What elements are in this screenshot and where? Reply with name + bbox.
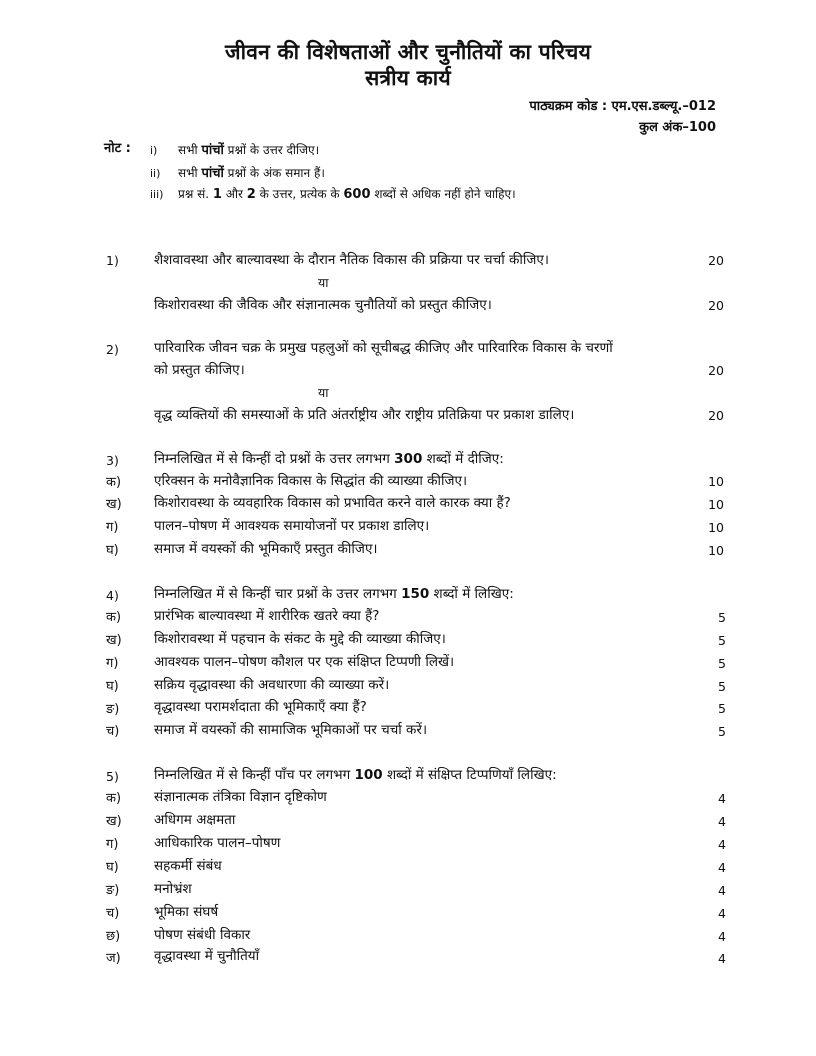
sub-question-marks: 4 bbox=[718, 929, 726, 944]
sub-question-label: च) bbox=[106, 724, 120, 739]
question-intro-text: शब्दों में संक्षिप्त टिप्पणियाँ लिखिए: bbox=[382, 767, 557, 783]
note-item-bold: 2 bbox=[246, 187, 256, 202]
sub-question-label: ङ) bbox=[106, 702, 120, 717]
question-number: 4) bbox=[106, 588, 119, 603]
sub-question-marks: 5 bbox=[718, 679, 726, 694]
sub-question-text: पालन–पोषण में आवश्यक समायोजनों पर प्रकाश डालिए। bbox=[154, 518, 430, 534]
note-item-bold: पांचों bbox=[201, 143, 224, 158]
question-intro-text: शब्दों में लिखिए: bbox=[429, 586, 514, 602]
question-number: 2) bbox=[106, 342, 119, 357]
sub-question-marks: 4 bbox=[718, 951, 726, 966]
sub-question-label: छ) bbox=[106, 929, 121, 944]
question-text: वृद्ध व्यक्तियों की समस्याओं के प्रति अंतर्राष्ट्रीय और राष्ट्रीय प्रतिक्रिया पर प्रकाश डालिए। bbox=[154, 407, 575, 423]
note-item bbox=[150, 140, 319, 158]
sub-question-text: संज्ञानात्मक तंत्रिका विज्ञान दृष्टिकोण bbox=[154, 789, 327, 805]
sub-question-text: प्रारंभिक बाल्यावस्था में शारीरिक खतरे क्या हैं? bbox=[154, 608, 380, 624]
note-item-number: iii) bbox=[150, 188, 164, 201]
sub-question-text: समाज में वयस्कों की सामाजिक भूमिकाओं पर चर्चा करें। bbox=[154, 722, 428, 738]
sub-question-marks: 10 bbox=[708, 474, 724, 489]
word-count: 100 bbox=[354, 767, 383, 783]
note-item-number: i) bbox=[150, 144, 158, 157]
question-text: को प्रस्तुत कीजिए। bbox=[154, 362, 245, 378]
sub-question-label: घ) bbox=[106, 543, 119, 558]
question-intro-text: निम्नलिखित में से किन्हीं दो प्रश्नों के उत्तर लगभग bbox=[154, 451, 395, 467]
question-number: 5) bbox=[106, 769, 119, 784]
sub-question-label: क) bbox=[106, 475, 122, 490]
sub-question-label: घ) bbox=[106, 679, 119, 694]
sub-question-marks: 5 bbox=[718, 701, 726, 716]
note-item bbox=[150, 163, 325, 181]
sub-question-marks: 4 bbox=[718, 814, 726, 829]
sub-question-marks: 4 bbox=[718, 860, 726, 875]
total-marks: कुल अंक–100 bbox=[639, 120, 716, 135]
sub-question-text: मनोभ्रंश bbox=[154, 881, 192, 897]
sub-question-text: पोषण संबंधी विकार bbox=[154, 927, 251, 943]
question-intro bbox=[154, 449, 504, 467]
question-marks: 20 bbox=[708, 253, 724, 268]
question-text: शैशवावस्था और बाल्यावस्था के दौरान नैतिक विकास की प्रक्रिया पर चर्चा कीजिए। bbox=[154, 252, 549, 268]
sub-question-text: सहकर्मी संबंध bbox=[154, 858, 222, 874]
sub-question-text: सक्रिय वृद्धावस्था की अवधारणा की व्याख्या करें। bbox=[154, 677, 390, 693]
question-intro-text: निम्नलिखित में से किन्हीं चार प्रश्नों के उत्तर लगभग bbox=[154, 586, 402, 602]
sub-question-marks: 4 bbox=[718, 906, 726, 921]
note-item-bold: 600 bbox=[343, 187, 371, 202]
question-text: किशोरावस्था की जैविक और संज्ञानात्मक चुनौतियों को प्रस्तुत कीजिए। bbox=[154, 297, 492, 313]
note-item-text: सभी bbox=[178, 143, 202, 157]
note-item-bold: पांचों bbox=[201, 166, 224, 181]
question-number: 1) bbox=[106, 253, 119, 268]
note-item-text: प्रश्नों के अंक समान हैं। bbox=[223, 166, 325, 180]
sub-question-text: समाज में वयस्कों की भूमिकाएँ प्रस्तुत कीजिए। bbox=[154, 541, 378, 557]
sub-question-label: ज) bbox=[106, 951, 121, 966]
sub-question-text: किशोरावस्था के व्यवहारिक विकास को प्रभावित करने वाले कारक क्या हैं? bbox=[154, 495, 511, 511]
sub-question-marks: 10 bbox=[708, 497, 724, 512]
question-number: 3) bbox=[106, 453, 119, 468]
sub-question-label: क) bbox=[106, 791, 122, 806]
sub-question-text: भूमिका संघर्ष bbox=[154, 904, 219, 920]
note-item-text: सभी bbox=[178, 166, 202, 180]
question-intro bbox=[154, 765, 557, 783]
sub-question-marks: 4 bbox=[718, 791, 726, 806]
sub-question-marks: 4 bbox=[718, 837, 726, 852]
note-item-text: और bbox=[221, 187, 247, 201]
word-count: 150 bbox=[401, 586, 430, 602]
question-intro-text: शब्दों में दीजिए: bbox=[422, 451, 504, 467]
word-count: 300 bbox=[394, 451, 423, 467]
sub-question-label: घ) bbox=[106, 860, 119, 875]
sub-question-label: ख) bbox=[106, 497, 122, 512]
sub-question-label: ग) bbox=[106, 837, 119, 852]
or-separator: या bbox=[318, 275, 329, 290]
note-item-text: प्रश्न सं. bbox=[178, 187, 213, 201]
sub-question-label: ङ) bbox=[106, 883, 120, 898]
sub-question-label: च) bbox=[106, 906, 120, 921]
sub-question-marks: 5 bbox=[718, 610, 726, 625]
question-marks: 20 bbox=[708, 298, 724, 313]
sub-question-label: ग) bbox=[106, 520, 119, 535]
sub-question-label: ख) bbox=[106, 814, 122, 829]
sub-question-text: अधिगम अक्षमता bbox=[154, 812, 236, 828]
page-subtitle: सत्रीय कार्य bbox=[365, 66, 451, 90]
page-title: जीवन की विशेषताओं और चुनौतियों का परिचय bbox=[225, 40, 591, 64]
sub-question-marks: 5 bbox=[718, 724, 726, 739]
note-item-bold: 1 bbox=[212, 187, 222, 202]
note-item-number: ii) bbox=[150, 167, 161, 180]
sub-question-label: क) bbox=[106, 610, 122, 625]
or-separator: या bbox=[318, 385, 329, 400]
sub-question-marks: 5 bbox=[718, 633, 726, 648]
sub-question-text: वृद्धावस्था में चुनौतियाँ bbox=[154, 948, 260, 964]
sub-question-text: आधिकारिक पालन–पोषण bbox=[154, 835, 281, 851]
sub-question-marks: 10 bbox=[708, 520, 724, 535]
sub-question-marks: 4 bbox=[718, 883, 726, 898]
note-item-text: के उत्तर, प्रत्येक के bbox=[255, 187, 344, 201]
sub-question-marks: 5 bbox=[718, 656, 726, 671]
question-intro bbox=[154, 584, 514, 602]
sub-question-text: वृद्धावस्था परामर्शदाता की भूमिकाएँ क्या हैं? bbox=[154, 699, 367, 715]
note-item-text: प्रश्नों के उत्तर दीजिए। bbox=[223, 143, 320, 157]
course-code: पाठ्यक्रम कोड : एम.एस.डब्ल्यू.–012 bbox=[529, 99, 716, 114]
note-item bbox=[150, 185, 516, 202]
note-item-text: शब्दों से अधिक नहीं होने चाहिए। bbox=[370, 187, 516, 201]
question-intro-text: निम्नलिखित में से किन्हीं पाँच पर लगभग bbox=[154, 767, 355, 783]
sub-question-label: ख) bbox=[106, 633, 122, 648]
question-marks: 20 bbox=[708, 408, 724, 423]
sub-question-label: ग) bbox=[106, 656, 119, 671]
question-text: पारिवारिक जीवन चक्र के प्रमुख पहलुओं को सूचीबद्ध कीजिए और पारिवारिक विकास के चरणों bbox=[154, 340, 613, 356]
sub-question-text: किशोरावस्था में पहचान के संकट के मुद्दे की व्याख्या कीजिए। bbox=[154, 631, 446, 647]
question-marks: 20 bbox=[708, 363, 724, 378]
note-label: नोट : bbox=[104, 141, 131, 156]
sub-question-marks: 10 bbox=[708, 543, 724, 558]
sub-question-text: एरिक्सन के मनोवैज्ञानिक विकास के सिद्धांत की व्याख्या कीजिए। bbox=[154, 473, 468, 489]
sub-question-text: आवश्यक पालन–पोषण कौशल पर एक संक्षिप्त टिप्पणी लिखें। bbox=[154, 654, 455, 670]
